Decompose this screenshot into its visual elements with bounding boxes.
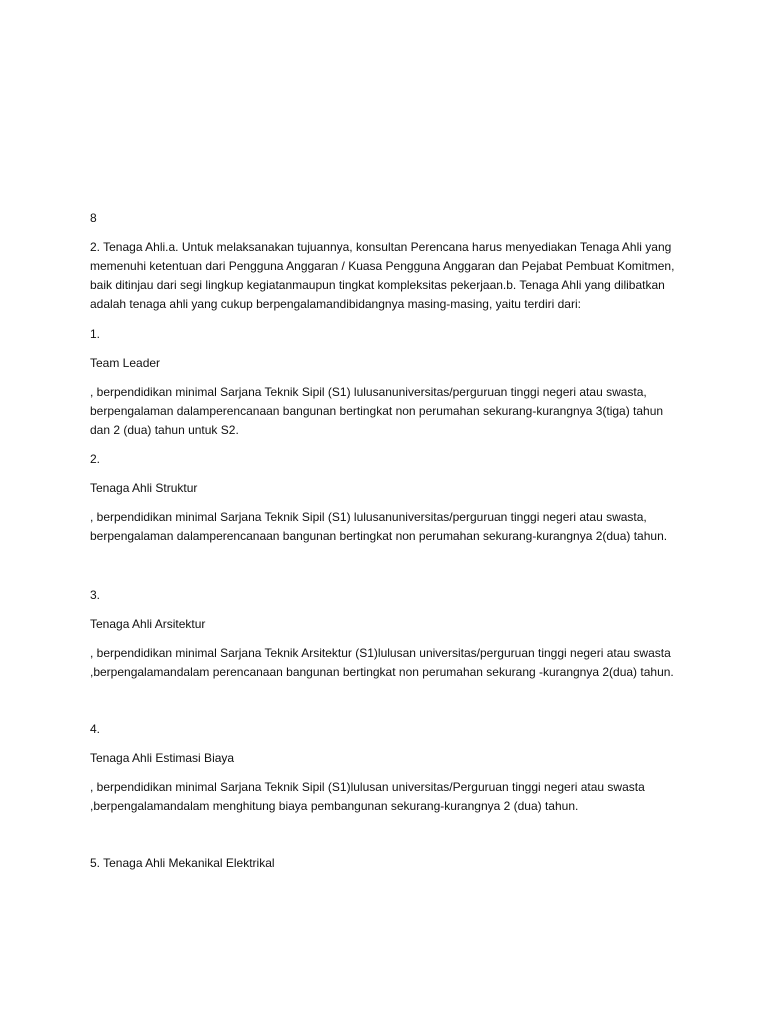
role-title: Team Leader bbox=[90, 356, 161, 370]
role-title: Tenaga Ahli Arsitektur bbox=[90, 617, 206, 631]
page-number: 8 bbox=[90, 211, 97, 225]
role-description: , berpendidikan minimal Sarjana Teknik Sipil (S1)lulusan universitas/Perguruan tinggi negeri atau swasta ,berpengalamandalam menghitung biaya pembangunan sekurang-kurangnya 2 (dua) tahun. bbox=[90, 780, 645, 813]
role-title: Tenaga Ahli Estimasi Biaya bbox=[90, 751, 235, 765]
role-description: , berpendidikan minimal Sarjana Teknik Arsitektur (S1)lulusan universitas/perguruan tinggi negeri atau swasta ,berpengalamandalam perencanaan bangunan bertingkat non perumahan sekurang -kurangnya 2(dua) tahun. bbox=[90, 646, 674, 679]
section-heading: 5. Tenaga Ahli Mekanikal Elektrikal bbox=[90, 856, 275, 870]
intro-paragraph: 2. Tenaga Ahli.a. Untuk melaksanakan tujuannya, konsultan Perencana harus menyediakan Tenaga Ahli yang memenuhi ketentuan dari Pengguna Anggaran / Kuasa Pengguna Anggaran dan Pejabat Pembuat Komitmen, baik ditinjau dari segi lingkup kegiatanmaupun tingkat kompleksitas pekerjaan.b. Tenaga Ahli yang dilibatkan adalah tenaga ahli yang cukup berpengalamandibidangnya masing-masing, yaitu terdiri dari: bbox=[90, 240, 675, 311]
item-number: 4. bbox=[90, 722, 101, 736]
item-number: 3. bbox=[90, 588, 101, 602]
item-number: 1. bbox=[90, 327, 101, 341]
role-description: , berpendidikan minimal Sarjana Teknik Sipil (S1) lulusanuniversitas/perguruan tinggi negeri atau swasta, berpengalaman dalamperencanaan bangunan bertingkat non perumahan sekurang-kurangnya 3(tiga) tahun dan 2 (dua) tahun untuk S2. bbox=[90, 385, 664, 437]
document-body bbox=[90, 209, 680, 883]
role-description: , berpendidikan minimal Sarjana Teknik Sipil (S1) lulusanuniversitas/perguruan tinggi negeri atau swasta, berpengalaman dalamperencanaan bangunan bertingkat non perumahan sekurang-kurangnya 2(dua) tahun. bbox=[90, 510, 668, 543]
item-number: 2. bbox=[90, 452, 101, 466]
role-title: Tenaga Ahli Struktur bbox=[90, 481, 198, 495]
